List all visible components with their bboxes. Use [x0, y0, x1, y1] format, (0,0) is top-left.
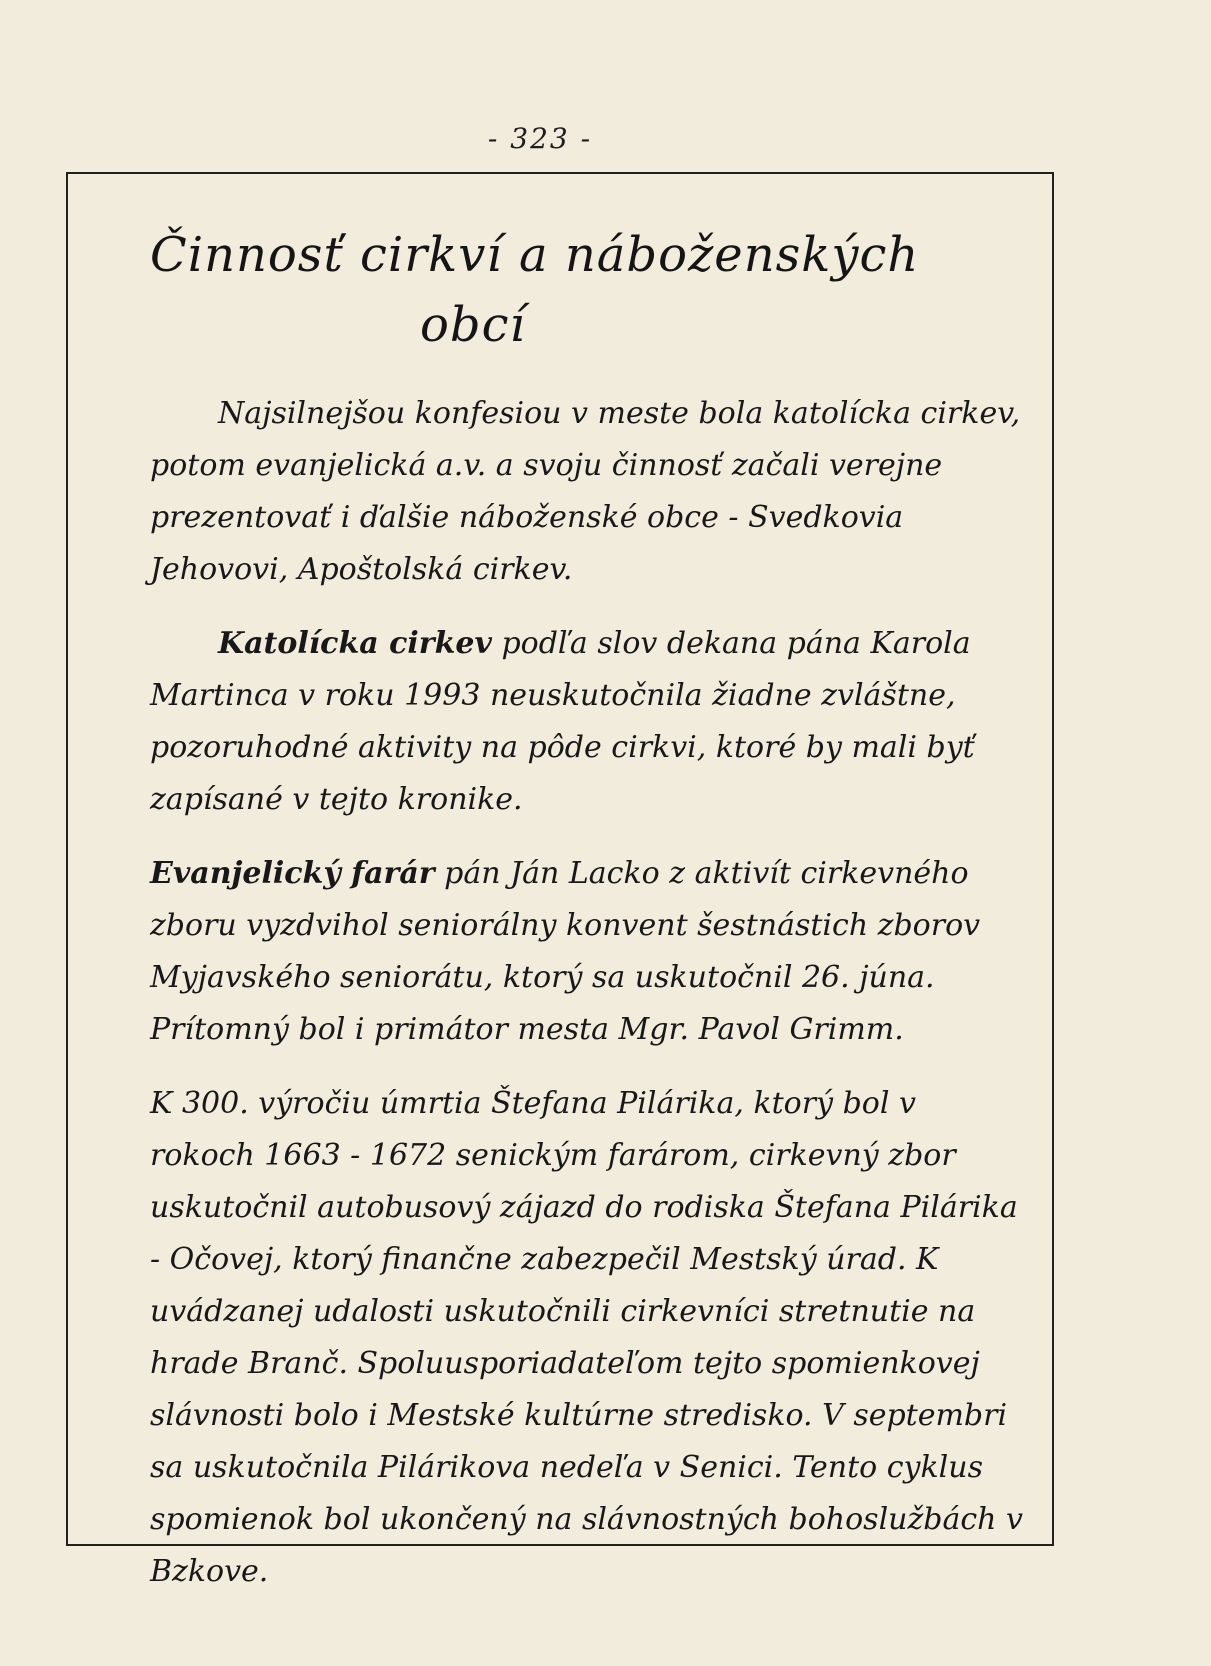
pilarik-text: K 300. výročiu úmrtia Štefana Pilárika, ktorý bol v rokoch 1663 - 1672 senickým farárom, cirkevný zbor uskutočnil autobusový zájazd do rodiska Štefana Pilárika - Očovej, ktorý finančne zabezpečil Mestský úrad. K uvádzanej udalosti uskutočnili cirkevníci stretnutie na hrade Branč. Spoluusporiadateľom tejto spomienkovej slávnosti bolo i Mestské kultúrne stredisko. V septembri sa uskutočnila Pilárikova nedeľa v Senici. Tento cyklus spomienok bol ukončený na slávnostných bohoslužbách v Bzkove. — [150, 1086, 1023, 1589]
paragraph-confessions — [150, 388, 1030, 596]
title-line-1: Činnosť cirkví a náboženských — [150, 227, 920, 283]
page-number: - 323 - — [487, 122, 593, 155]
catholic-text: podľa slov dekana pána Karola Martinca v roku 1993 neuskutočnila žiadne zvláštne, pozoruhodné aktivity na pôde cirkvi, ktoré by mali byť zapísané v tejto kronike. — [150, 626, 975, 817]
chronicle-text — [150, 388, 1030, 1620]
catholic-heading: Katolícka cirkev — [218, 626, 492, 661]
title-line-2: obcí — [420, 297, 526, 353]
paragraph-catholic — [150, 618, 1030, 826]
paragraph-pilarik — [150, 1078, 1030, 1598]
page-title — [150, 220, 1010, 360]
paragraph-confessions-text: Najsilnejšou konfesiou v meste bola katolícka cirkev, potom evanjelická a.v. a svoju činnosť začali verejne prezentovať i ďalšie náboženské obce - Svedkovia Jehovovi, Apoštolská cirkev. — [150, 396, 1021, 587]
evangelical-text: pán Ján Lacko z aktivít cirkevného zboru vyzdvihol seniorálny konvent šestnástich zborov Myjavského seniorátu, ktorý sa uskutočnil 26. júna. Prítomný bol i primátor mesta Mgr. Pavol Grimm. — [150, 856, 981, 1047]
paragraph-evangelical — [150, 848, 1030, 1056]
evangelical-heading: Evanjelický farár — [150, 856, 435, 891]
